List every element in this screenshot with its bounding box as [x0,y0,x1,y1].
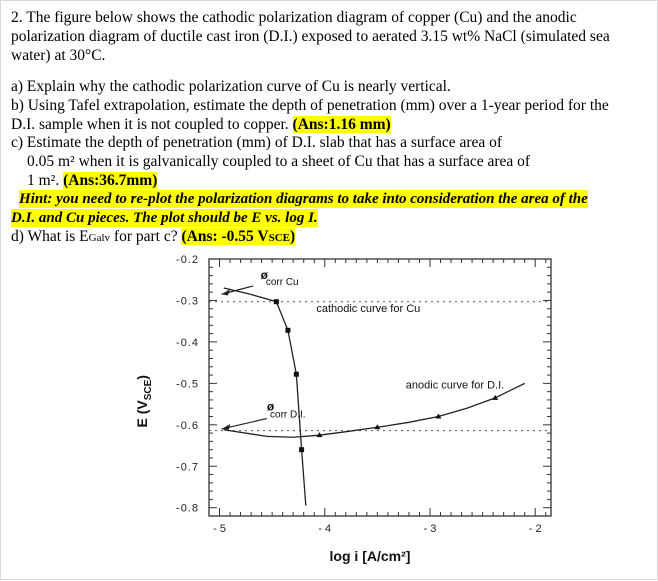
cu-data-point [299,447,304,452]
part-d-subscript: Galv [88,232,111,244]
chart-curves [222,286,525,506]
part-d-prefix: d) What is E [11,228,89,245]
anodic-curve-label: anodic curve for D.I. [405,379,505,392]
x-tick-label: - 2 [528,523,542,535]
corr-di-arrowhead [222,424,230,430]
cu-cathodic-curve [224,288,306,506]
part-d-answer-end: ) [290,228,296,245]
part-c-text: 1 m². [27,172,60,189]
phi-symbol-di: ø [266,399,275,414]
y-tick-label: -0.5 [176,378,199,391]
y-axis-title-end: ) [134,375,150,380]
y-tick-label: -0.4 [176,336,199,349]
cathodic-curve-label: cathodic curve for Cu [316,303,421,316]
corr-cu-arrowhead [222,289,230,295]
y-tick-label: -0.8 [176,502,199,515]
phi-symbol-cu: ø [260,267,268,282]
y-axis-title-sub: SCE [143,379,154,401]
y-axis-title-main: E (V [134,400,150,428]
x-tick-label: - 3 [423,523,437,535]
part-d-answer-text: (Ans: -0.55 V [181,228,269,245]
problem-line-1: 2. The figure below shows the cathodic polarization diagram of copper (Cu) and the anodic [11,9,577,26]
y-axis-title [134,375,154,427]
part-b-answer: (Ans:1.16 mm) [292,116,391,133]
cu-data-point [285,328,290,333]
part-b-line-1: b) Using Tafel extrapolation, estimate the depth of penetration (mm) over a 1-year period for the [11,97,609,114]
y-tick-label: -0.3 [176,295,199,308]
problem-line-3: water) at 30°C. [11,47,106,64]
part-c-line-1: c) Estimate the depth of penetration (mm) of D.I. slab that has a surface area of [11,134,503,151]
polarization-chart [1,1,658,581]
part-a: a) Explain why the cathodic polarization curve of Cu is nearly vertical. [11,78,451,95]
part-c-answer: (Ans:36.7mm) [63,172,158,189]
corr-cu-label: corr Cu [265,277,299,289]
part-d-answer-subscript: SCE [268,232,290,244]
x-tick-label: - 5 [213,523,226,535]
hint-line-1: Hint: you need to re-plot the polarization diagrams to take into consideration the area of the [19,191,588,207]
y-tick-label: -0.7 [176,461,199,474]
x-tick-label: - 4 [318,523,332,535]
corr-di-label: corr D.I. [270,409,306,421]
hint-line-2: D.I. and Cu pieces. The plot should be E vs. log I. [11,210,318,226]
part-b-text: D.I. sample when it is not coupled to copper. [11,116,289,133]
y-tick-label: -0.6 [176,419,199,432]
problem-line-2: polarization diagram of ductile cast iron (D.I.) exposed to aerated 3.15 wt% NaCl (simulated sea [11,28,610,45]
chart-labels [134,254,542,564]
cu-data-point [274,299,279,304]
cu-data-point [294,372,299,377]
part-c-line-2: 0.05 m² when it is galvanically coupled to a sheet of Cu that has a surface area of [27,153,531,170]
x-axis-title: log i [A/cm²] [329,548,411,564]
part-d-suffix: for part c? [110,228,178,245]
y-tick-label: -0.2 [176,254,199,266]
